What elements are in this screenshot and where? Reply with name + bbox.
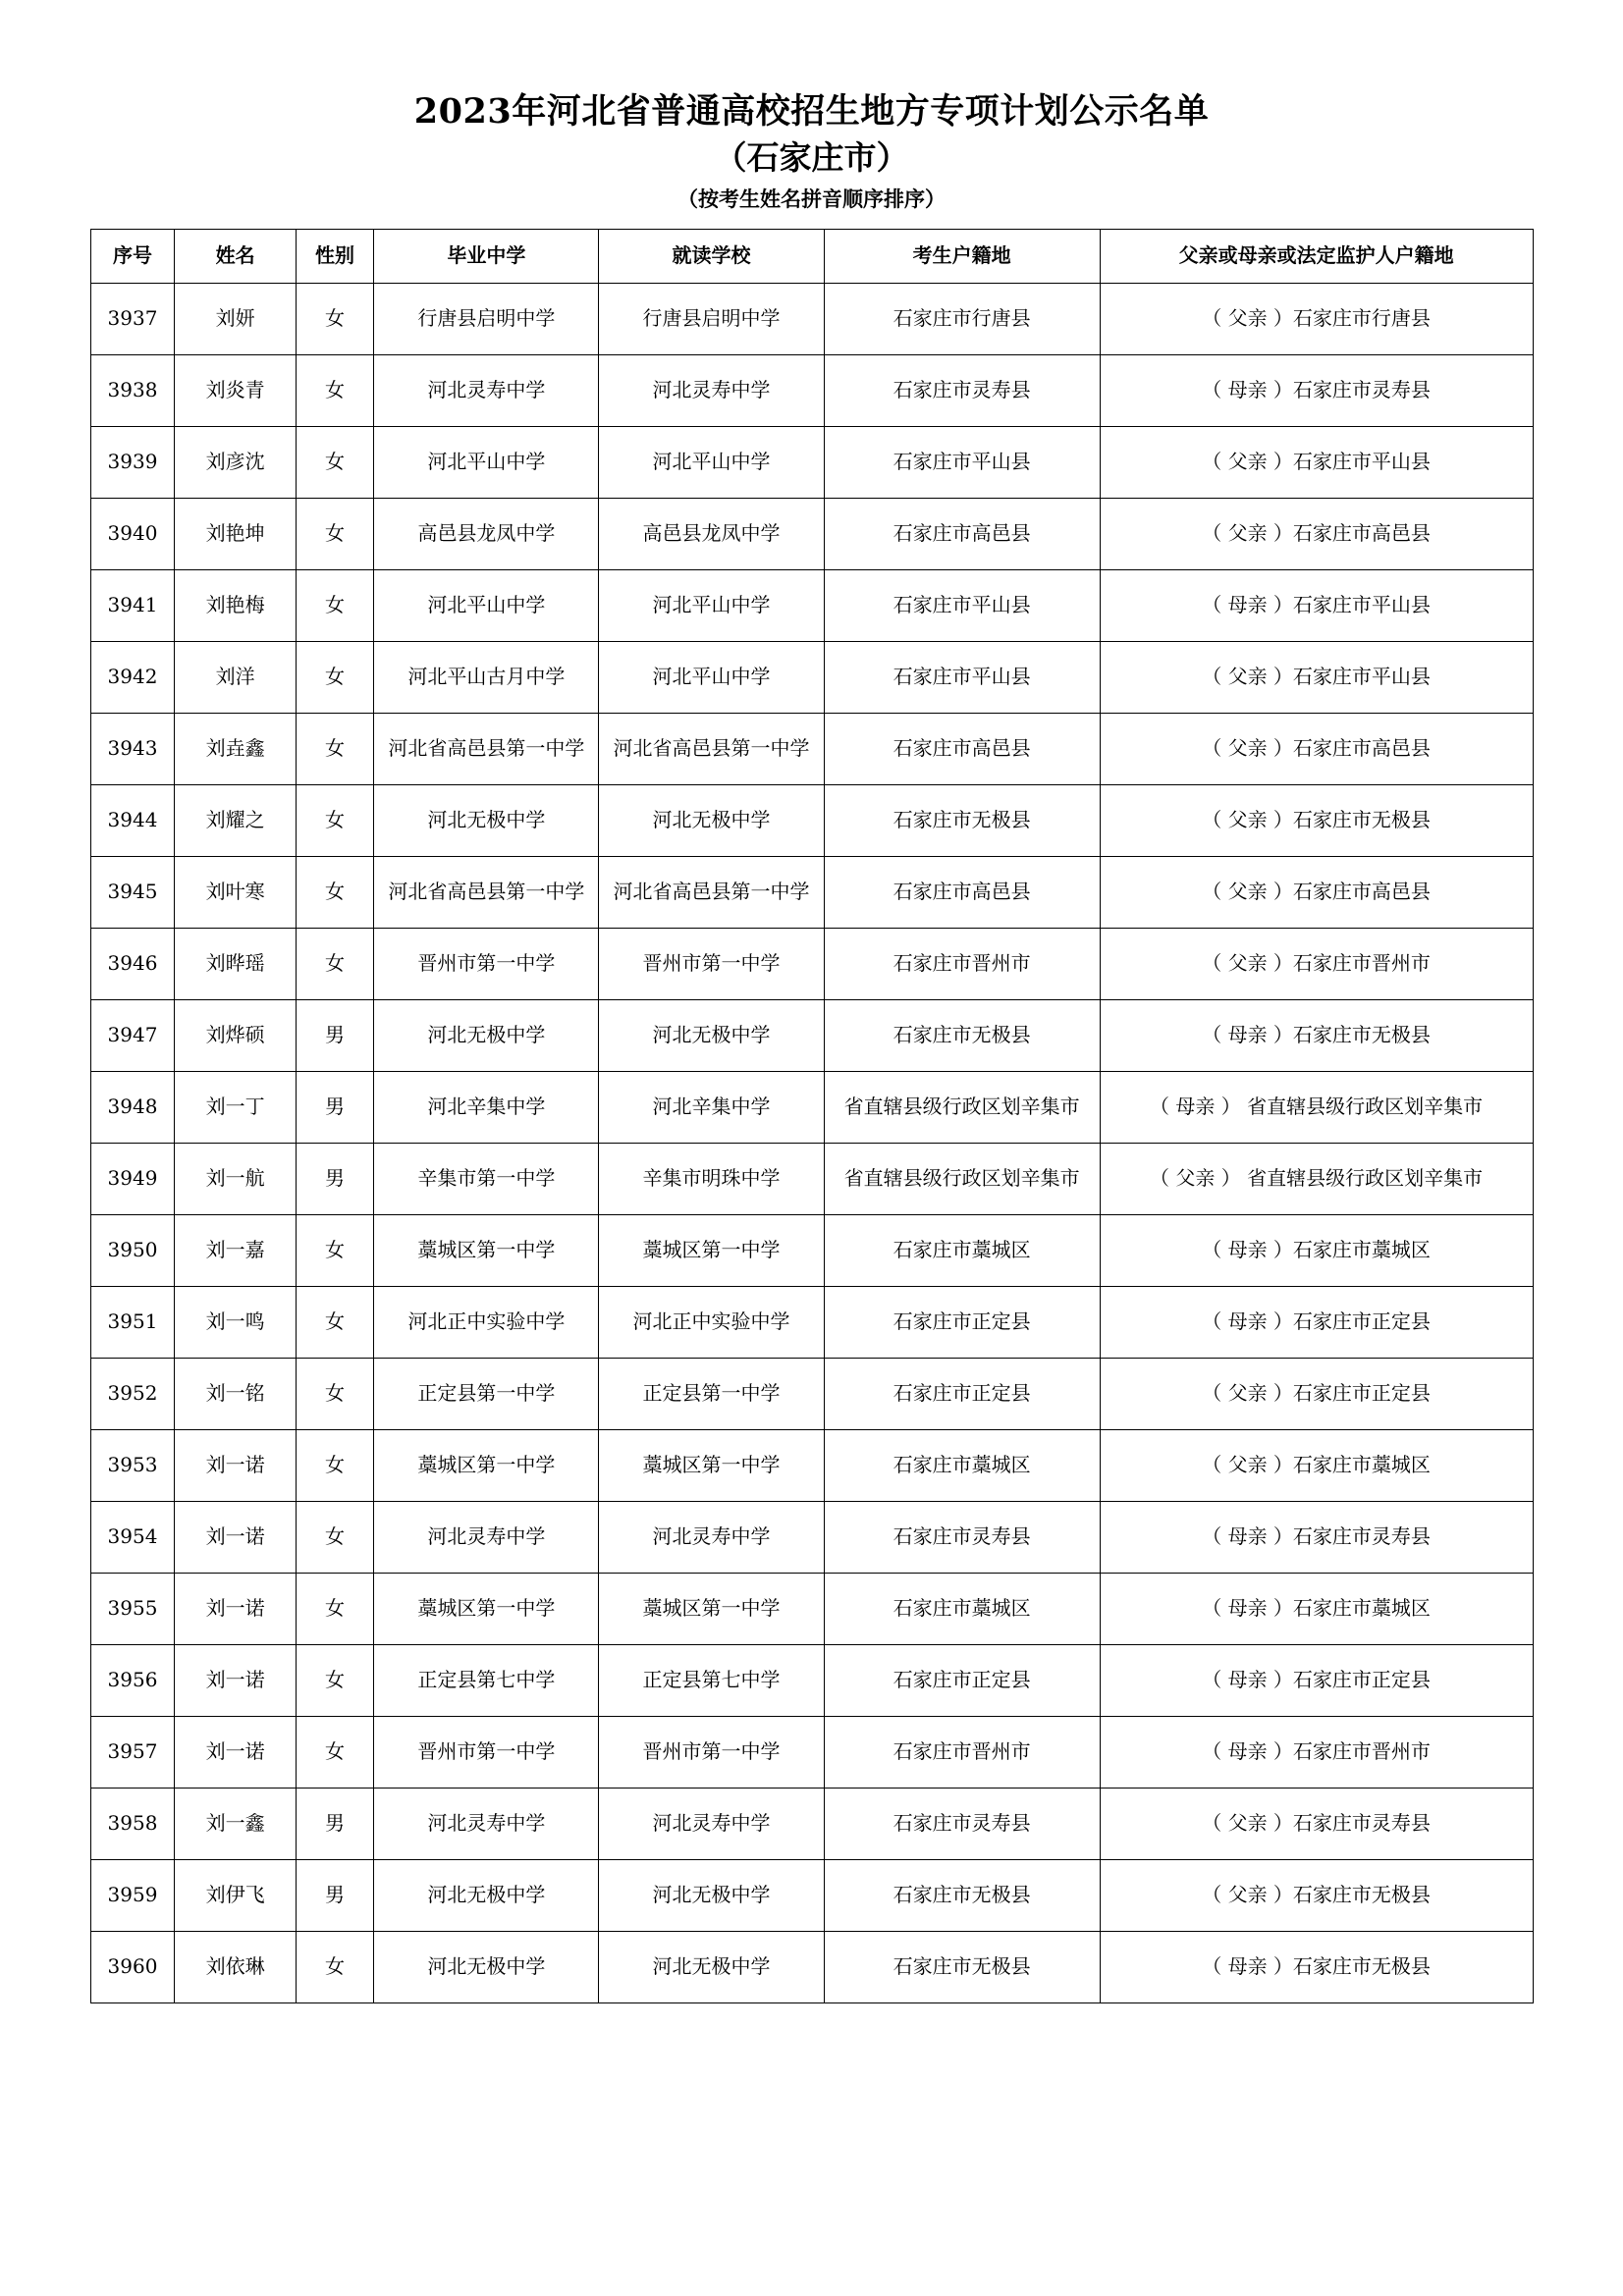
- table-row: [90, 1286, 1533, 1358]
- cell-sex: 女: [296, 641, 373, 713]
- cell-sex: 女: [296, 1358, 373, 1429]
- cell-guardian-hukou: （ 父亲 ）石家庄市高邑县: [1100, 498, 1533, 569]
- cell-guardian-hukou: （ 父亲 ）石家庄市正定县: [1100, 1358, 1533, 1429]
- table-row: [90, 1644, 1533, 1716]
- cell-guardian-hukou: （ 母亲 ）石家庄市灵寿县: [1100, 1501, 1533, 1573]
- cell-candidate-hukou: 石家庄市高邑县: [824, 856, 1100, 928]
- cell-sex: 男: [296, 999, 373, 1071]
- cell-name: 刘一铭: [175, 1358, 296, 1429]
- cell-attending-school: 行唐县启明中学: [599, 283, 824, 354]
- cell-sex: 女: [296, 283, 373, 354]
- cell-index: 3952: [90, 1358, 175, 1429]
- cell-index: 3939: [90, 426, 175, 498]
- cell-sex: 女: [296, 1716, 373, 1788]
- cell-candidate-hukou: 石家庄市平山县: [824, 426, 1100, 498]
- cell-name: 刘晔瑶: [175, 928, 296, 999]
- cell-candidate-hukou: 石家庄市灵寿县: [824, 1501, 1100, 1573]
- cell-graduated-school: 河北灵寿中学: [374, 1788, 599, 1859]
- cell-name: 刘艳坤: [175, 498, 296, 569]
- cell-attending-school: 藁城区第一中学: [599, 1214, 824, 1286]
- cell-index: 3946: [90, 928, 175, 999]
- cell-attending-school: 藁城区第一中学: [599, 1429, 824, 1501]
- cell-attending-school: 正定县第七中学: [599, 1644, 824, 1716]
- cell-guardian-hukou: （ 父亲 ） 省直辖县级行政区划辛集市: [1100, 1143, 1533, 1214]
- table-row: [90, 569, 1533, 641]
- cell-index: 3944: [90, 784, 175, 856]
- cell-index: 3951: [90, 1286, 175, 1358]
- cell-graduated-school: 河北省高邑县第一中学: [374, 713, 599, 784]
- cell-sex: 女: [296, 1644, 373, 1716]
- cell-name: 刘妍: [175, 283, 296, 354]
- cell-sex: 男: [296, 1788, 373, 1859]
- cell-attending-school: 河北平山中学: [599, 641, 824, 713]
- cell-sex: 男: [296, 1859, 373, 1931]
- cell-index: 3954: [90, 1501, 175, 1573]
- cell-guardian-hukou: （ 母亲 ）石家庄市晋州市: [1100, 1716, 1533, 1788]
- table-row: [90, 426, 1533, 498]
- cell-attending-school: 辛集市明珠中学: [599, 1143, 824, 1214]
- cell-guardian-hukou: （ 父亲 ）石家庄市灵寿县: [1100, 1788, 1533, 1859]
- cell-sex: 女: [296, 1573, 373, 1644]
- cell-name: 刘洋: [175, 641, 296, 713]
- cell-attending-school: 晋州市第一中学: [599, 928, 824, 999]
- cell-guardian-hukou: （ 父亲 ）石家庄市无极县: [1100, 1859, 1533, 1931]
- cell-graduated-school: 正定县第一中学: [374, 1358, 599, 1429]
- cell-candidate-hukou: 石家庄市灵寿县: [824, 354, 1100, 426]
- table-row: [90, 1358, 1533, 1429]
- cell-attending-school: 河北正中实验中学: [599, 1286, 824, 1358]
- cell-candidate-hukou: 石家庄市无极县: [824, 784, 1100, 856]
- cell-guardian-hukou: （ 母亲 ）石家庄市藁城区: [1100, 1573, 1533, 1644]
- cell-name: 刘依琳: [175, 1931, 296, 2002]
- column-header-name: 姓名: [175, 229, 296, 283]
- cell-sex: 男: [296, 1143, 373, 1214]
- cell-index: 3950: [90, 1214, 175, 1286]
- cell-graduated-school: 河北灵寿中学: [374, 1501, 599, 1573]
- cell-sex: 女: [296, 856, 373, 928]
- column-header-sex: 性别: [296, 229, 373, 283]
- column-header-graduated-school: 毕业中学: [374, 229, 599, 283]
- roster-table: [90, 229, 1534, 2003]
- cell-graduated-school: 河北无极中学: [374, 1931, 599, 2002]
- cell-name: 刘耀之: [175, 784, 296, 856]
- cell-graduated-school: 河北辛集中学: [374, 1071, 599, 1143]
- cell-attending-school: 河北无极中学: [599, 1859, 824, 1931]
- table-row: [90, 1429, 1533, 1501]
- table-row: [90, 498, 1533, 569]
- cell-graduated-school: 行唐县启明中学: [374, 283, 599, 354]
- cell-attending-school: 河北省高邑县第一中学: [599, 856, 824, 928]
- cell-guardian-hukou: （ 母亲 ）石家庄市正定县: [1100, 1644, 1533, 1716]
- cell-candidate-hukou: 石家庄市高邑县: [824, 498, 1100, 569]
- cell-candidate-hukou: 石家庄市行唐县: [824, 283, 1100, 354]
- cell-index: 3938: [90, 354, 175, 426]
- cell-candidate-hukou: 石家庄市高邑县: [824, 713, 1100, 784]
- cell-sex: 女: [296, 1429, 373, 1501]
- cell-candidate-hukou: 石家庄市藁城区: [824, 1214, 1100, 1286]
- cell-guardian-hukou: （ 父亲 ）石家庄市藁城区: [1100, 1429, 1533, 1501]
- cell-attending-school: 河北灵寿中学: [599, 354, 824, 426]
- cell-graduated-school: 晋州市第一中学: [374, 928, 599, 999]
- cell-candidate-hukou: 石家庄市平山县: [824, 641, 1100, 713]
- cell-candidate-hukou: 石家庄市平山县: [824, 569, 1100, 641]
- cell-candidate-hukou: 省直辖县级行政区划辛集市: [824, 1143, 1100, 1214]
- cell-candidate-hukou: 石家庄市无极县: [824, 999, 1100, 1071]
- cell-sex: 女: [296, 1931, 373, 2002]
- cell-candidate-hukou: 石家庄市正定县: [824, 1644, 1100, 1716]
- page-title: 2023年河北省普通高校招生地方专项计划公示名单: [413, 91, 1210, 132]
- table-row: [90, 999, 1533, 1071]
- cell-index: 3953: [90, 1429, 175, 1501]
- cell-graduated-school: 河北正中实验中学: [374, 1286, 599, 1358]
- cell-name: 刘一嘉: [175, 1214, 296, 1286]
- page-subtitle: （石家庄市）: [714, 137, 909, 177]
- cell-index: 3940: [90, 498, 175, 569]
- column-header-guardian-hukou: 父亲或母亲或法定监护人户籍地: [1100, 229, 1533, 283]
- cell-attending-school: 藁城区第一中学: [599, 1573, 824, 1644]
- cell-name: 刘烨硕: [175, 999, 296, 1071]
- cell-sex: 女: [296, 1501, 373, 1573]
- cell-guardian-hukou: （ 母亲 ） 省直辖县级行政区划辛集市: [1100, 1071, 1533, 1143]
- cell-graduated-school: 河北灵寿中学: [374, 354, 599, 426]
- table-row: [90, 1859, 1533, 1931]
- cell-name: 刘一诺: [175, 1573, 296, 1644]
- cell-guardian-hukou: （ 母亲 ）石家庄市平山县: [1100, 569, 1533, 641]
- cell-graduated-school: 正定县第七中学: [374, 1644, 599, 1716]
- cell-candidate-hukou: 石家庄市晋州市: [824, 1716, 1100, 1788]
- table-row: [90, 354, 1533, 426]
- table-row: [90, 1573, 1533, 1644]
- cell-graduated-school: 高邑县龙凤中学: [374, 498, 599, 569]
- cell-candidate-hukou: 省直辖县级行政区划辛集市: [824, 1071, 1100, 1143]
- document-header: [0, 0, 1623, 212]
- table-header: [90, 229, 1533, 283]
- cell-name: 刘一诺: [175, 1501, 296, 1573]
- cell-graduated-school: 河北无极中学: [374, 784, 599, 856]
- cell-attending-school: 河北无极中学: [599, 1931, 824, 2002]
- column-header-candidate-hukou: 考生户籍地: [824, 229, 1100, 283]
- cell-sex: 女: [296, 1214, 373, 1286]
- cell-index: 3941: [90, 569, 175, 641]
- cell-sex: 女: [296, 1286, 373, 1358]
- cell-sex: 男: [296, 1071, 373, 1143]
- table-row: [90, 283, 1533, 354]
- cell-name: 刘一丁: [175, 1071, 296, 1143]
- cell-sex: 女: [296, 426, 373, 498]
- cell-name: 刘一诺: [175, 1429, 296, 1501]
- table-row: [90, 1214, 1533, 1286]
- cell-name: 刘一诺: [175, 1644, 296, 1716]
- cell-index: 3948: [90, 1071, 175, 1143]
- table-row: [90, 784, 1533, 856]
- cell-index: 3947: [90, 999, 175, 1071]
- cell-guardian-hukou: （ 父亲 ）石家庄市行唐县: [1100, 283, 1533, 354]
- cell-index: 3942: [90, 641, 175, 713]
- cell-candidate-hukou: 石家庄市晋州市: [824, 928, 1100, 999]
- cell-attending-school: 河北省高邑县第一中学: [599, 713, 824, 784]
- cell-candidate-hukou: 石家庄市藁城区: [824, 1429, 1100, 1501]
- cell-graduated-school: 河北平山古月中学: [374, 641, 599, 713]
- cell-attending-school: 晋州市第一中学: [599, 1716, 824, 1788]
- table-row: [90, 1071, 1533, 1143]
- cell-index: 3956: [90, 1644, 175, 1716]
- cell-attending-school: 河北平山中学: [599, 569, 824, 641]
- cell-index: 3949: [90, 1143, 175, 1214]
- cell-guardian-hukou: （ 母亲 ）石家庄市无极县: [1100, 999, 1533, 1071]
- cell-index: 3955: [90, 1573, 175, 1644]
- cell-graduated-school: 河北省高邑县第一中学: [374, 856, 599, 928]
- cell-index: 3959: [90, 1859, 175, 1931]
- cell-attending-school: 河北平山中学: [599, 426, 824, 498]
- cell-sex: 女: [296, 569, 373, 641]
- cell-candidate-hukou: 石家庄市无极县: [824, 1859, 1100, 1931]
- cell-candidate-hukou: 石家庄市灵寿县: [824, 1788, 1100, 1859]
- cell-guardian-hukou: （ 父亲 ）石家庄市无极县: [1100, 784, 1533, 856]
- cell-guardian-hukou: （ 父亲 ）石家庄市平山县: [1100, 426, 1533, 498]
- cell-name: 刘一鸣: [175, 1286, 296, 1358]
- cell-guardian-hukou: （ 父亲 ）石家庄市高邑县: [1100, 713, 1533, 784]
- cell-name: 刘艳梅: [175, 569, 296, 641]
- cell-sex: 女: [296, 784, 373, 856]
- cell-attending-school: 河北无极中学: [599, 784, 824, 856]
- cell-graduated-school: 河北无极中学: [374, 1859, 599, 1931]
- table-row: [90, 1931, 1533, 2002]
- table-row: [90, 1788, 1533, 1859]
- cell-candidate-hukou: 石家庄市无极县: [824, 1931, 1100, 2002]
- cell-attending-school: 河北辛集中学: [599, 1071, 824, 1143]
- cell-name: 刘叶寒: [175, 856, 296, 928]
- cell-graduated-school: 河北无极中学: [374, 999, 599, 1071]
- cell-name: 刘垚鑫: [175, 713, 296, 784]
- cell-guardian-hukou: （ 母亲 ）石家庄市无极县: [1100, 1931, 1533, 2002]
- cell-attending-school: 正定县第一中学: [599, 1358, 824, 1429]
- cell-index: 3937: [90, 283, 175, 354]
- header-row: [90, 229, 1533, 283]
- cell-guardian-hukou: （ 母亲 ）石家庄市灵寿县: [1100, 354, 1533, 426]
- table-row: [90, 713, 1533, 784]
- cell-guardian-hukou: （ 父亲 ）石家庄市晋州市: [1100, 928, 1533, 999]
- cell-name: 刘一航: [175, 1143, 296, 1214]
- cell-guardian-hukou: （ 母亲 ）石家庄市藁城区: [1100, 1214, 1533, 1286]
- sort-note: （按考生姓名拼音顺序排序）: [677, 186, 946, 211]
- cell-attending-school: 高邑县龙凤中学: [599, 498, 824, 569]
- cell-name: 刘炎青: [175, 354, 296, 426]
- column-header-index: 序号: [90, 229, 175, 283]
- table-row: [90, 928, 1533, 999]
- cell-graduated-school: 藁城区第一中学: [374, 1214, 599, 1286]
- cell-index: 3958: [90, 1788, 175, 1859]
- cell-name: 刘一诺: [175, 1716, 296, 1788]
- cell-name: 刘彦沈: [175, 426, 296, 498]
- cell-candidate-hukou: 石家庄市正定县: [824, 1358, 1100, 1429]
- table-row: [90, 641, 1533, 713]
- column-header-attending-school: 就读学校: [599, 229, 824, 283]
- cell-graduated-school: 晋州市第一中学: [374, 1716, 599, 1788]
- cell-candidate-hukou: 石家庄市正定县: [824, 1286, 1100, 1358]
- cell-index: 3957: [90, 1716, 175, 1788]
- cell-candidate-hukou: 石家庄市藁城区: [824, 1573, 1100, 1644]
- cell-name: 刘伊飞: [175, 1859, 296, 1931]
- cell-sex: 女: [296, 928, 373, 999]
- cell-index: 3960: [90, 1931, 175, 2002]
- cell-graduated-school: 河北平山中学: [374, 426, 599, 498]
- cell-attending-school: 河北灵寿中学: [599, 1501, 824, 1573]
- cell-guardian-hukou: （ 母亲 ）石家庄市正定县: [1100, 1286, 1533, 1358]
- cell-guardian-hukou: （ 父亲 ）石家庄市高邑县: [1100, 856, 1533, 928]
- cell-sex: 女: [296, 498, 373, 569]
- cell-guardian-hukou: （ 父亲 ）石家庄市平山县: [1100, 641, 1533, 713]
- cell-name: 刘一鑫: [175, 1788, 296, 1859]
- table-row: [90, 1501, 1533, 1573]
- table-row: [90, 1716, 1533, 1788]
- cell-sex: 女: [296, 713, 373, 784]
- cell-graduated-school: 藁城区第一中学: [374, 1573, 599, 1644]
- cell-attending-school: 河北无极中学: [599, 999, 824, 1071]
- roster-table-container: [90, 229, 1534, 2003]
- cell-sex: 女: [296, 354, 373, 426]
- table-row: [90, 856, 1533, 928]
- table-row: [90, 1143, 1533, 1214]
- cell-index: 3945: [90, 856, 175, 928]
- cell-index: 3943: [90, 713, 175, 784]
- table-body: [90, 283, 1533, 2002]
- cell-graduated-school: 辛集市第一中学: [374, 1143, 599, 1214]
- cell-graduated-school: 藁城区第一中学: [374, 1429, 599, 1501]
- cell-attending-school: 河北灵寿中学: [599, 1788, 824, 1859]
- cell-graduated-school: 河北平山中学: [374, 569, 599, 641]
